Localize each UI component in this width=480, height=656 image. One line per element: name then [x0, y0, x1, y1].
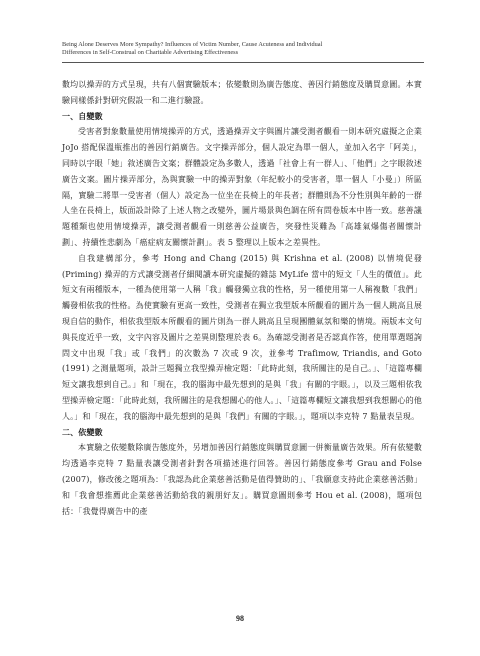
paragraph-victim-number-manipulation: 受害者對象數量使用情境操弄的方式，透過操弄文字與圖片讓受測者觀看一則本研究虛擬之企業 JoJo 搭配保溫瓶推出的善因行銷廣告。文字操弄部分，個人設定為單一個人，並加入名字「阿美」，同時以字眼「她」敘述廣告文案；群體設定為多數人，透過「社會上有一群人」、「他們」之字眼敘述廣告文案。圖片操弄部分，為與實驗一中的操弄對象（年紀較小的受害者，單一個人「小曼」）所區隔，實驗二將單一受害者（個人）設定為一位坐在長椅上的年長者；群體則為不分性別與年齡的一群人坐在長椅上，版面設計除了上述人物之改變外，圖片場景與色調在所有問卷版本中皆一致。慈善議題種類也使用情境操弄，讓受測者觀看一則慈善公益廣告，突發性災難為「高雄氣爆傷者關懷計劃」、持續性悲劇為「癌症病友關懷計劃」。表 5 整理以上版本之差異性。	[62, 127, 422, 247]
section-heading-independent-variables: 一、自變數	[62, 110, 103, 121]
section-heading-dependent-variables: 二、依變數	[62, 426, 103, 437]
running-header	[62, 41, 424, 57]
header-divider	[62, 62, 424, 63]
running-header-line-2: Differences in Self-Construal on Charitable Advertising Effectiveness	[62, 49, 239, 57]
intro-paragraph: 數均以操弄的方式呈現，共有八個實驗版本；依變數則為廣告態度、善因行銷態度及購買意圖。本實驗同樣係針對研究假設一和二進行驗證。	[62, 80, 422, 105]
paragraph-dependent-variables: 本實驗之依變數除廣告態度外，另增加善因行銷態度與購買意圖一併衡量廣告效果。所有依變數均透過李克特 7 點量表讓受測者針對各項描述進行回答。善因行銷態度參考 Grau and Folse (2007)，修改後之題項為：「我認為此企業慈善活動是值得贊助的」、「我願意支持此企業慈善活動」和「我會想推薦此企業慈善活動給我的親朋好友」。購買意圖則參考 Hou et al. (2008)，題項包括：「我覺得廣告中的產	[62, 443, 422, 516]
running-header-line-1: Being Alone Deserves More Sympathy? Influences of Victim Number, Cause Acuteness and Individual	[62, 41, 323, 48]
page-number: 98	[236, 614, 244, 623]
paragraph-self-construal-manipulation: 自我建構部分，參考 Hong and Chang (2015) 與 Krishna et al. (2008) 以情境促發 (Priming) 操弄的方式讓受測者仔細閱讀本研究虛擬的雜誌 MyLife 當中的短文「人生的價值」。此短文有兩種版本，一種為使用第一人稱「我」觸發獨立我的性格，另一種使用第一人稱複數「我們」觸發相依我的性格。為使實驗有更高一致性，受測者在獨立我型版本所觀看的圖片為一個人跳高且展現自信的動作，相依我型版本所觀看的圖片則為一群人跳高且呈現團體氣氛和樂的情境。兩版本文句與長度近乎一致，文字內容及圖片之差異則整理於表 6。為確認受測者是否認真作答，使用單選題詢問文中出現「我」或「我們」的次數為 7 次或 9 次，並參考 Trafimow, Triandis, and Goto (1991) 之測量題項，設計三題獨立我型操弄檢定題：「此時此刻，我所關注的是自己。」、「這篇專欄短文讓我想到自己。」和「現在，我的腦海中最先想到的是與「我」有關的字眼。」，以及三題相依我型操弄檢定題：「此時此刻，我所關注的是我想關心的他人。」、「這篇專欄短文讓我想到我想關心的他人。」和「現在，我的腦海中最先想到的是與「我們」有關的字眼。」，題項以李克特 7 點量表呈現。	[62, 253, 422, 421]
body-text	[62, 77, 422, 519]
